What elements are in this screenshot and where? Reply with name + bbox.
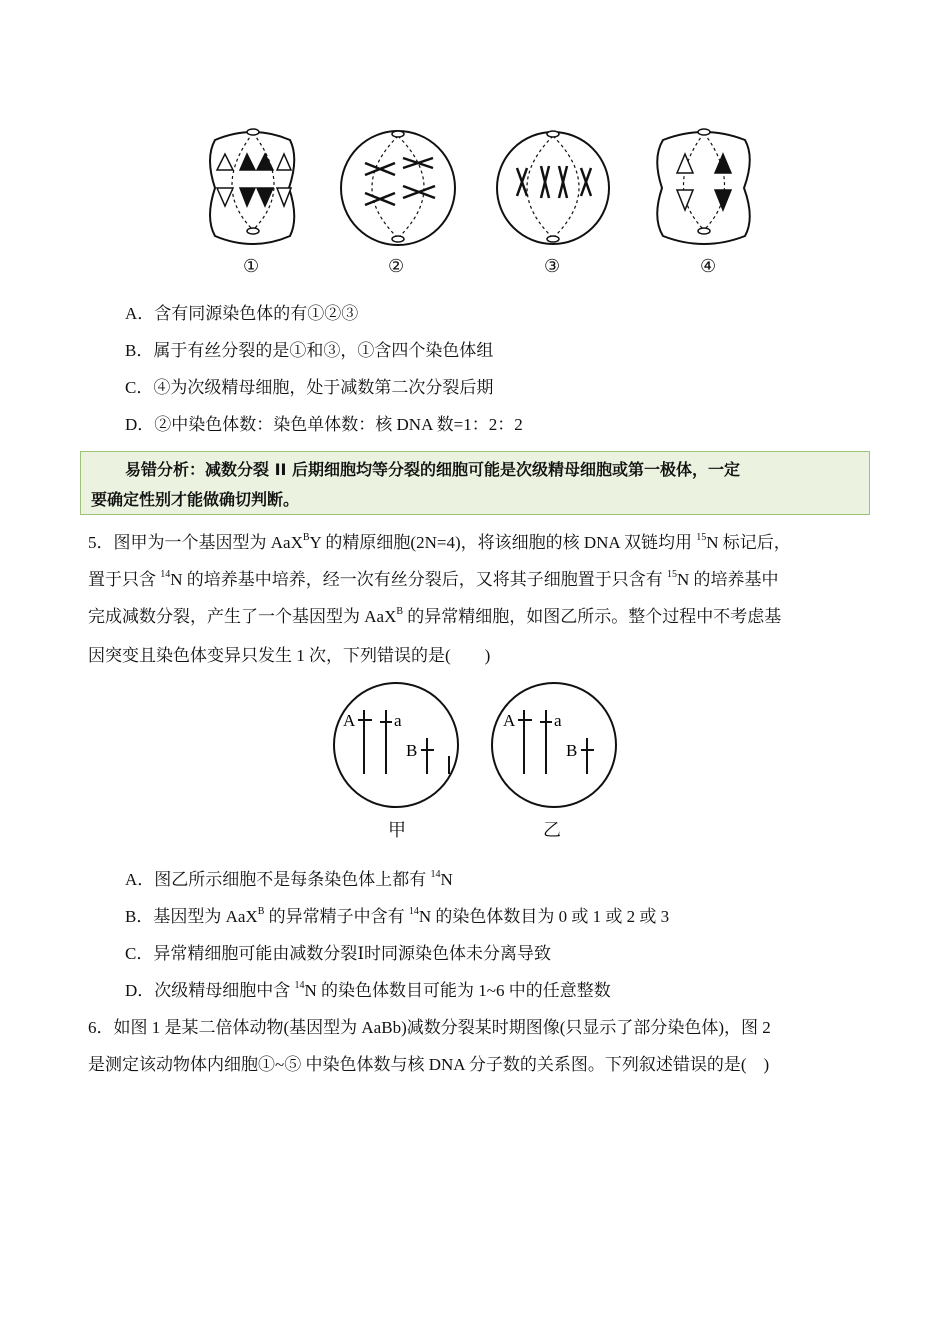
q4-option-c: C．④为次级精母细胞，处于减数第二次分裂后期 [125,378,494,397]
cell-division-figure [195,118,765,288]
gene-label-A-right: A [503,711,516,730]
q5-option-d: D．次级精母细胞中含 $^{14}$N 的染色体数目可能为 1~6 中的任意整数 [125,980,611,1000]
gene-label-B-left: B [406,741,418,760]
q6-line1: 6．如图 1 是某二倍体动物(基因型为 AaBb)减数分裂某时期图像(只显示了部分染色体)，图 2 [88,1018,771,1037]
q4-option-a: A．含有同源染色体的有①②③ [125,304,359,323]
q5-line3: 完成减数分裂，产生了一个基因型为 AaX$^B$ 的异常精细胞，如图乙所示。整个过程中不考虑基 [88,606,782,626]
q5-option-b: B．基因型为 AaX$^B$ 的异常精子中含有 $^{14}$N 的染色体数目为 0 或 1 或 2 或 3 [125,906,670,926]
error-analysis-box [80,451,870,515]
figure-label-1: ① [243,256,260,277]
q5-option-a: A．图乙所示细胞不是每条染色体上都有 $^{14}$N [125,869,453,889]
figure-label-3: ③ [544,256,561,277]
q6-line2: 是测定该动物体内细胞①~⑤ 中染色体数与核 DNA 分子数的关系图。下列叙述错误的是( ) [88,1055,770,1074]
gene-label-a-right: a [554,711,562,730]
cell-caption-yi: 乙 [543,820,561,841]
q5-line4: 因突变且染色体变异只发生 1 次，下列错误的是( ) [88,646,491,665]
gene-label-A-left: A [343,711,356,730]
sperm-cell-figure [328,680,628,810]
q5-line1: 5．图甲为一个基因型为 AaX$^B$Y 的精原细胞(2N=4)，将该细胞的核 DNA 双链均用 $^{15}$N 标记后， [88,532,791,552]
gene-label-a-left: a [394,711,402,730]
gene-label-B-right: B [566,741,578,760]
q4-option-b: B．属于有丝分裂的是①和③，①含四个染色体组 [125,341,494,360]
q5-line2: 置于只含 $^{14}$N 的培养基中培养，经一次有丝分裂后，又将其子细胞置于只含有 $^{15}$N 的培养基中 [88,569,779,589]
error-analysis-line1: 易错分析：减数分裂 II 后期细胞均等分裂的细胞可能是次级精母细胞或第一极体，一定 [125,460,741,479]
q4-option-d: D．②中染色体数：染色单体数：核 DNA 数=1：2：2 [125,415,523,434]
figure-label-2: ② [388,256,405,277]
q5-option-c: C．异常精细胞可能由减数分裂Ⅰ时同源染色体未分离导致 [125,944,552,963]
error-analysis-line2: 要确定性别才能做确切判断。 [91,490,300,509]
cell-caption-jia: 甲 [388,820,406,841]
figure-label-4: ④ [700,256,717,277]
